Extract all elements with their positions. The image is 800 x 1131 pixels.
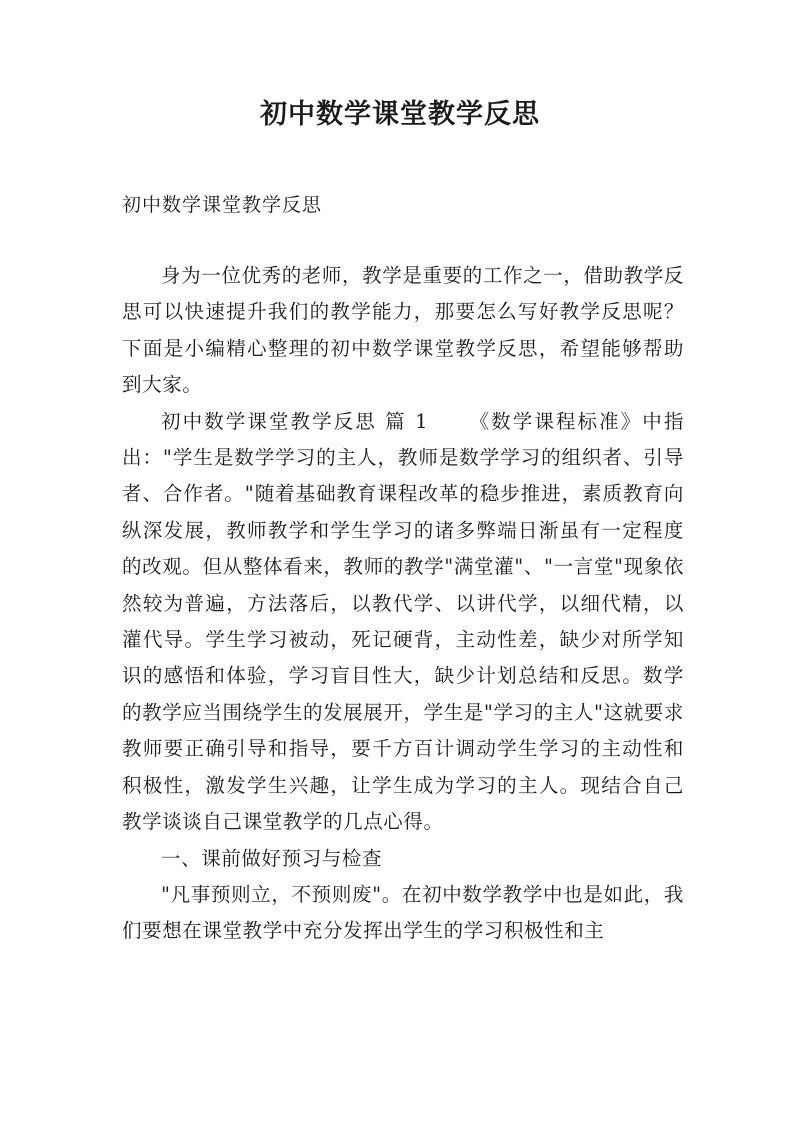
subheading-paragraph: 一、课前做好预习与检查 [161,846,383,870]
section-body: "学生是数学学习的主人，教师是数学学习的组织者、引导者、合作者。"随着基础教育课程改革的稳步推进，素质教育向纵深发展，教师教学和学生学习的诸多弊端日渐虽有一定程度的改观。但从整体看来，教师的教学"满堂灌"、"一言堂"现象依然较为普遍，方法落后，以教代学、以讲代学，以细代精，以灌代导。学生学习被动，死记硬背，主动性差，缺少对所学知识的感悟和体验，学习盲目性大，缺少计划总结和反思。数学的教学应当围绕学生的发展展开，学生是"学习的主人"这就要求教师要正确引导和指导，要千方百计调动学生学习的主动性和积极性，激发学生兴趣，让学生成为学习的主人。现结合自己教学谈谈自己课堂教学的几点心得。 [122,446,684,834]
document-subtitle: 初中数学课堂教学反思 [122,194,323,216]
body-paragraph: "凡事预则立，不预则废"。在初中数学教学中也是如此，我们要想在课堂教学中充分发挥出学生的学习积极性和主 [122,882,684,943]
document-title: 初中数学课堂教学反思 [260,99,540,130]
document-body [122,258,684,950]
section-heading: 初中数学课堂教学反思 篇 1 [161,409,429,433]
section-paragraph [122,404,684,841]
intro-paragraph: 身为一位优秀的老师，教学是重要的工作之一，借助教学反思可以快速提升我们的教学能力，那要怎么写好教学反思呢？下面是小编精心整理的初中数学课堂教学反思，希望能够帮助到大家。 [122,264,684,397]
section-intro: 《数学课程标准》中指出： [122,409,684,470]
